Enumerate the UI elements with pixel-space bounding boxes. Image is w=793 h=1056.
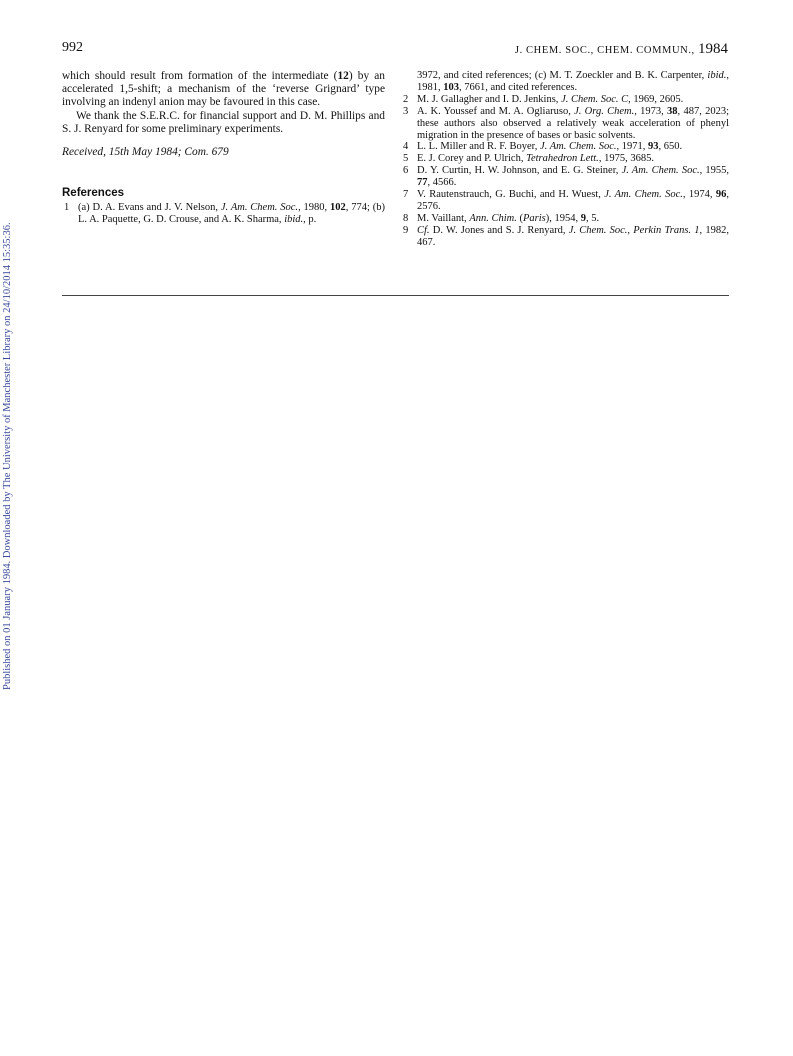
journal: Paris [522,212,546,224]
volume: 77 [417,177,428,189]
text: , 650. [658,141,683,153]
journal: J. Am. Chem. Soc. [539,141,617,153]
reference-item [401,165,729,189]
text: D. W. Jones and S. J. Renyard, [429,224,569,236]
journal: Tetrahedron Lett. [526,153,599,165]
volume: 96 [715,189,727,201]
text: , 2576. [417,189,730,212]
reference-number: 3 [403,105,409,117]
text: , 1973, [634,105,668,117]
volume: 38 [667,105,678,117]
received-line: Received, 15th May 1984; Com. 679 [62,146,229,159]
volume: 93 [647,141,659,153]
reference-number: 4 [403,141,409,153]
text: V. Rautenstrauch, G. Buchi, and H. Wuest, [417,189,605,201]
reference-item [62,202,385,226]
references-heading: References [62,187,125,200]
reference-number: 7 [403,189,409,201]
journal: ibid. [707,70,727,81]
text: , 1981, [417,70,729,93]
body-paragraph [62,70,385,110]
reference-item [401,106,729,142]
right-column [401,70,729,249]
text: , 1980, [298,202,331,214]
reference-item [401,153,729,165]
reference-continuation [401,70,729,94]
volume: 9 [580,212,586,224]
text: , 7661, and cited references. [459,81,578,93]
side-note-text: Published on 01 January 1984. Downloaded by The University of Manchester Library on 24/10/2014 15:35:36. [2,222,13,690]
text: , 1971, [616,141,648,153]
journal: J. Am. Chem. Soc. [220,202,299,214]
text: 3972, and cited references; (c) M. T. Zoeckler and B. K. Carpenter, [417,70,708,81]
end-rule [62,295,729,296]
reference-item [401,225,729,249]
journal: ibid. [284,214,304,226]
reference-number: 9 [403,224,409,236]
journal: J. Chem. Soc. C [561,93,629,105]
journal: J. Org. Chem. [574,105,635,117]
text: (a) D. A. Evans and J. V. Nelson, [78,202,221,214]
text: M. Vaillant, [417,212,470,224]
journal-year: 1984 [698,41,728,57]
text: , 1955, [699,165,730,177]
text: ), 1954, [545,212,581,224]
reference-number: 5 [403,153,409,165]
reference-item [401,189,729,213]
text: , 1982, 467. [417,224,729,248]
reference-number: 1 [64,202,70,214]
download-side-note [2,130,20,690]
text: which should result from formation of the intermediate ( [62,70,338,82]
reference-item [401,141,729,153]
text: , 774; (b) L. A. Paquette, G. D. Crouse, and A. K. Sharma, [78,202,386,226]
reference-item [401,213,729,225]
text: , 487, 2023; these authors also observed a relatively weak acceleration of phenyl migration in the presence of bases or basic solvents. [417,105,730,141]
text: ( [516,212,523,224]
volume: 102 [330,202,346,214]
text: , 1974, [682,189,716,201]
reference-item [401,94,729,106]
cf: Cf. [417,224,430,236]
running-head [515,41,728,58]
text: D. Y. Curtin, H. W. Johnson, and E. G. Steiner, [417,165,622,177]
journal: J. Am. Chem. Soc. [604,189,683,201]
text: L. L. Miller and R. F. Boyer, [417,141,540,153]
text: A. K. Youssef and M. A. Ogliaruso, [417,105,575,117]
acknowledgement: We thank the S.E.R.C. for financial support and D. M. Phillips and S. J. Renyard for some preliminary experiments. [62,109,385,135]
text: , 1975, 3685. [598,153,654,165]
journal: J. Am. Chem. Soc. [621,165,700,177]
text: ) by an accelerated 1,5-shift; a mechanism of the ‘reverse Grignard’ type involving an indenyl anion may be favoured in this case. [62,70,385,109]
left-column [62,70,385,226]
text: E. J. Corey and P. Ulrich, [417,153,527,165]
reference-number: 8 [403,212,409,224]
text: , 4566. [427,177,457,189]
journal: Ann. Chim. [469,212,517,224]
text: , p. [303,214,317,226]
compound-number: 12 [337,70,349,82]
reference-number: 6 [403,165,409,177]
text: M. J. Gallagher and I. D. Jenkins, [417,93,562,105]
journal: J. Chem. Soc., Perkin Trans. 1 [568,224,700,236]
text: , 1969, 2605. [628,93,684,105]
volume: 103 [443,81,459,93]
journal-name: J. CHEM. SOC., CHEM. COMMUN., [514,45,698,56]
text: , 5. [586,212,600,224]
reference-number: 2 [403,93,409,105]
page-number: 992 [62,40,83,55]
